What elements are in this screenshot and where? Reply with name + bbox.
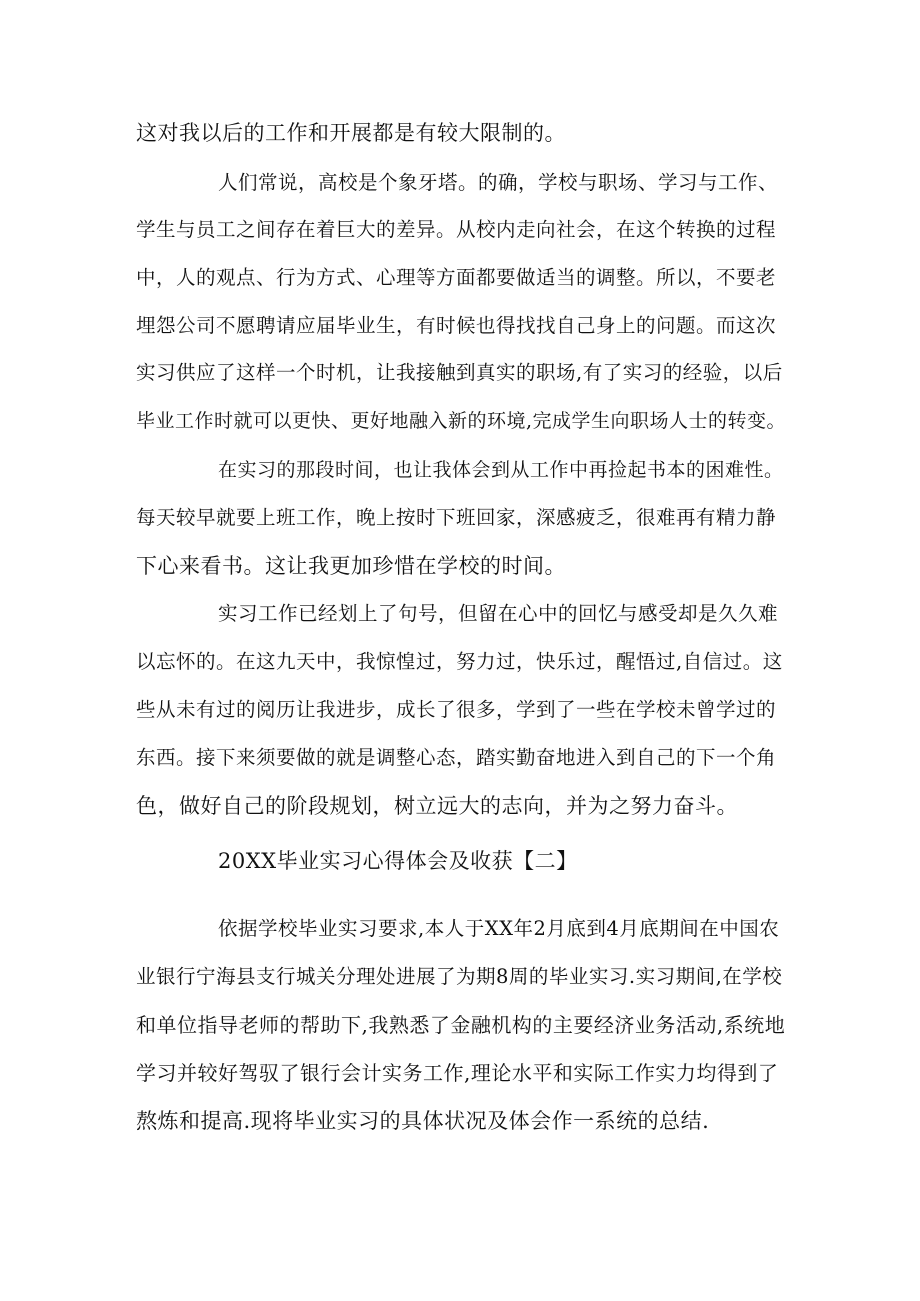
text-line: 业银行宁海县支行城关分理处进展了为期8周的毕业实习.实习期间,在学校	[136, 965, 783, 988]
text-line: 实习供应了这样一个时机，让我接触到真实的职场,有了实习的经验，以后	[136, 361, 783, 384]
text-line: 埋怨公司不愿聘请应届毕业生，有时候也得找找自己身上的问题。而这次	[136, 314, 777, 337]
text-line: 色，做好自己的阶段规划，树立远大的志向，并为之努力奋斗。	[136, 794, 738, 818]
text-line: 熬炼和提高.现将毕业实习的具体状况及体会作一系统的总结.	[136, 1109, 710, 1133]
text-line: 学习并较好驾驭了银行会计实务工作,理论水平和实际工作实力均得到了	[136, 1061, 779, 1085]
text-line: 学生与员工之间存在着巨大的差异。从校内走向社会，在这个转换的过程	[136, 218, 777, 241]
text-line: 毕业工作时就可以更快、更好地融入新的环境,完成学生向职场人士的转变。	[136, 410, 787, 432]
text-line: 每天较早就要上班工作，晚上按时下班回家，深感疲乏，很难再有精力静	[136, 506, 777, 529]
paragraph-first-line: 实习工作已经划上了句号，但留在心中的回忆与感受却是久久难	[218, 602, 779, 625]
paragraph-first-line: 依据学校毕业实习要求,本人于XX年2月底到4月底期间在中国农	[218, 917, 780, 940]
text-line: 些从未有过的阅历让我进步，成长了很多，学到了一些在学校未曾学过的	[136, 698, 777, 721]
section-heading: 20XX毕业实习心得体会及收获【二】	[218, 849, 578, 873]
text-line: 以忘怀的。在这九天中，我惊惶过，努力过，快乐过，醒悟过,自信过。这	[136, 650, 783, 673]
paragraph-first-line: 在实习的那段时间，也让我体会到从工作中再捡起书本的困难性。	[218, 459, 784, 481]
text-line: 和单位指导老师的帮助下,我熟悉了金融机构的主要经济业务活动,系统地	[136, 1013, 786, 1037]
text-line: 下心来看书。这让我更加珍惜在学校的时间。	[136, 554, 566, 578]
text-line: 这对我以后的工作和开展都是有较大限制的。	[136, 121, 566, 145]
text-line: 东西。接下来须要做的就是调整心态，踏实勤奋地进入到自己的下一个角	[136, 746, 777, 769]
text-line: 中，人的观点、行为方式、心理等方面都要做适当的调整。所以，不要老	[136, 266, 777, 289]
paragraph-first-line: 人们常说，高校是个象牙塔。的确，学校与职场、学习与工作、	[218, 171, 779, 194]
